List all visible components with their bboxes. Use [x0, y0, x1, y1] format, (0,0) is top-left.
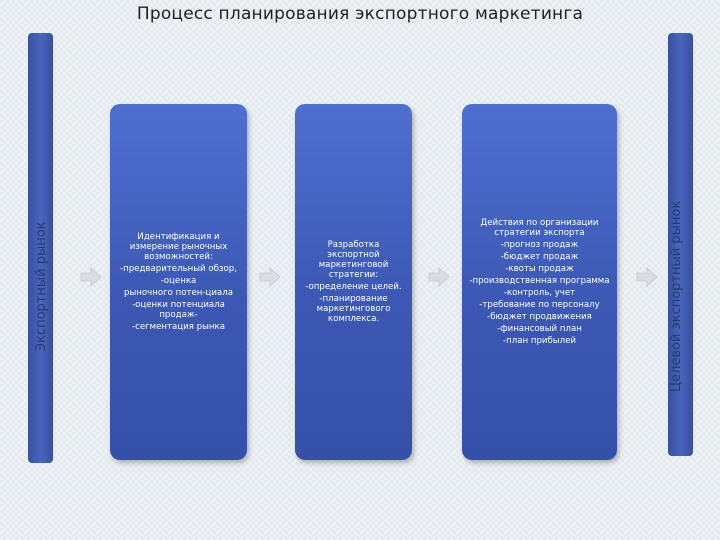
stage-text-line: Действия по организации стратегии экспорта — [480, 218, 599, 238]
stage-text-line: -финансовый план — [497, 324, 582, 334]
stage-text-line: -предварительный обзор, — [120, 264, 237, 274]
stage-text-line: -план прибылей — [503, 336, 576, 346]
stage-text-line: -бюджет продвижения — [487, 312, 592, 322]
stage-text-line: -оценка — [160, 276, 197, 286]
stage-text-line: рыночного потен-циала — [124, 288, 233, 298]
arrow-right-icon — [80, 266, 102, 288]
stage-text-line: -производственная программа — [469, 276, 610, 286]
stage-text-line: -бюджет продаж — [500, 252, 579, 262]
stage-text-line: -прогноз продаж — [500, 240, 579, 250]
arrow-right-icon — [636, 266, 658, 288]
stage-text-line: -контроль, учет — [503, 288, 576, 298]
stage-text-line: -требование по персоналу — [479, 300, 600, 310]
left-market-label: Экспортный рынок — [34, 221, 49, 352]
arrow-right-icon — [428, 266, 450, 288]
stage-text-line: Идентификация и измерение рыночных возможностей: — [129, 232, 228, 262]
right-market-label: Целевой экспортный рынок — [669, 200, 684, 392]
stage-text-line: -оценки потенциала продаж- — [132, 300, 225, 320]
stage-text-line: Разработка экспортной маркетинговой стратегии: — [318, 240, 389, 280]
stage-identification — [110, 104, 247, 460]
diagram-title: Процесс планирования экспортного маркетинга — [136, 4, 584, 24]
stage-strategy — [295, 104, 412, 460]
arrow-right-icon — [259, 266, 281, 288]
stage-actions — [462, 104, 617, 460]
stage-text-line: -определение целей. — [305, 282, 402, 292]
stage-text-line: -планирование маркетингового комплекса. — [316, 294, 391, 324]
stage-text-line: -квоты продаж — [505, 264, 574, 274]
stage-text-line: -сегментация рынка — [132, 322, 225, 332]
